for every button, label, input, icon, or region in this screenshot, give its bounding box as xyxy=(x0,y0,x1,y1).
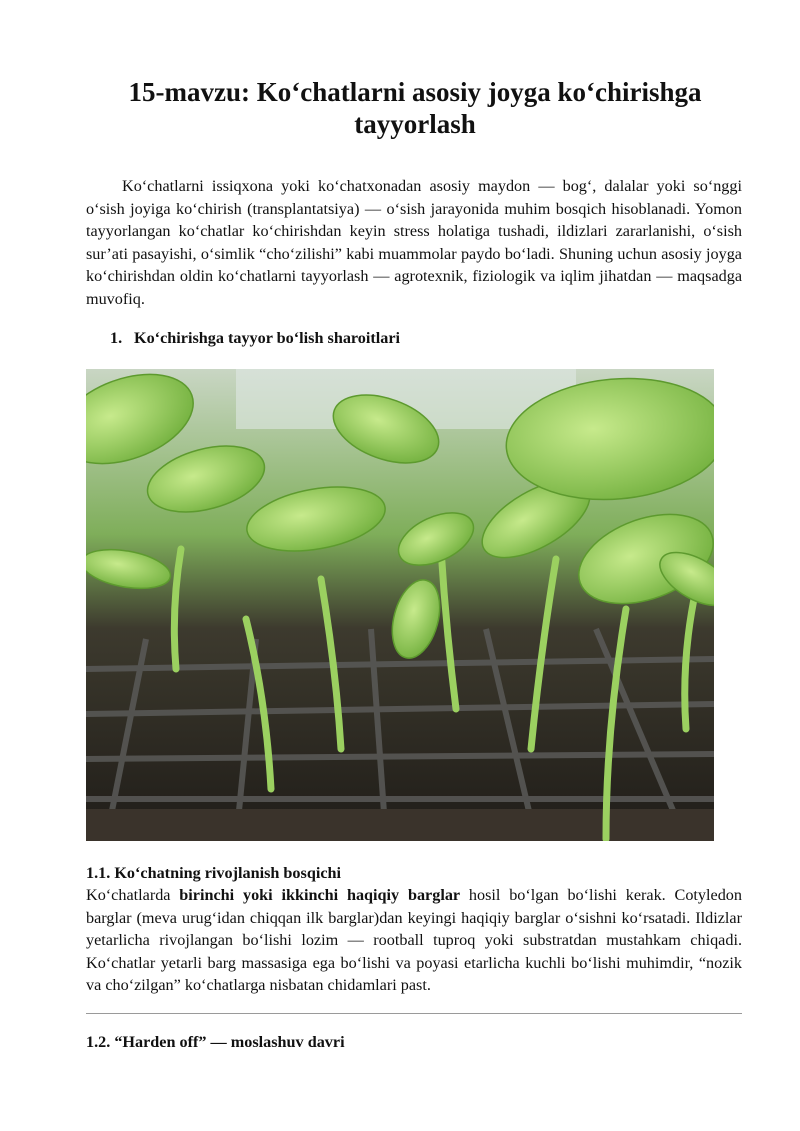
seedlings-photo xyxy=(86,369,714,841)
page-title: 15-mavzu: Ko‘chatlarni asosiy joyga ko‘chirishga tayyorlash xyxy=(128,77,702,139)
section-1-1-heading: 1.1. Ko‘chatning rivojlanish bosqichi xyxy=(86,864,342,882)
paragraph-text-start: Ko‘chatlarda xyxy=(86,886,180,904)
intro-paragraph: Ko‘chatlarni issiqxona yoki ko‘chatxonadan asosiy maydon — bog‘, dalalar yoki so‘nggi o‘sish joyiga ko‘chirish (transplantatsiya) — o‘sish jarayonida muhim bosqich hisoblanadi. Yomon tayyorlangan ko‘chatlar ko‘chirishdan keyin stress holatiga tushadi, ildizlari zararlanishi, o‘sish sur’ati pasayishi, o‘simlik “cho‘zilishi” kabi muammolar paydo bo‘ladi. Shuning uchun asosiy joyga ko‘chirishdan oldin ko‘chatlarni tayyorlash — agrotexnik, fiziologik va iqlim jihatdan — maqsadga muvofiq. xyxy=(86,177,742,308)
section-divider xyxy=(86,1013,742,1014)
section-1-2-heading: 1.2. “Harden off” — moslashuv davri xyxy=(86,1033,345,1051)
section-1-number: 1. xyxy=(110,329,123,347)
paragraph-text-rest: hosil bo‘lgan bo‘lishi kerak. Cotyledon barglar (meva urug‘idan chiqqan ilk barglar)dan keyingi haqiqiy barglar o‘sishni ko‘rsatadi. Ildizlar yetarlicha rivojlangan bo‘lishi lozim — rootball tuproq yoki substratdan mustahkam chiqadi. Ko‘chatlar yetarli barg massasiga ega bo‘lishi va poyasi etarlicha kuchli bo‘lishi muhimdir, “nozik va cho‘zilgan” ko‘chatlarga nisbatan chidamlari past. xyxy=(86,886,742,995)
section-1-heading xyxy=(110,327,400,349)
paragraph-bold-text: birinchi yoki ikkinchi haqiqiy barglar xyxy=(179,886,461,904)
section-1-title: Ko‘chirishga tayyor bo‘lish sharoitlari xyxy=(134,329,401,347)
section-1-1-paragraph xyxy=(86,884,742,997)
